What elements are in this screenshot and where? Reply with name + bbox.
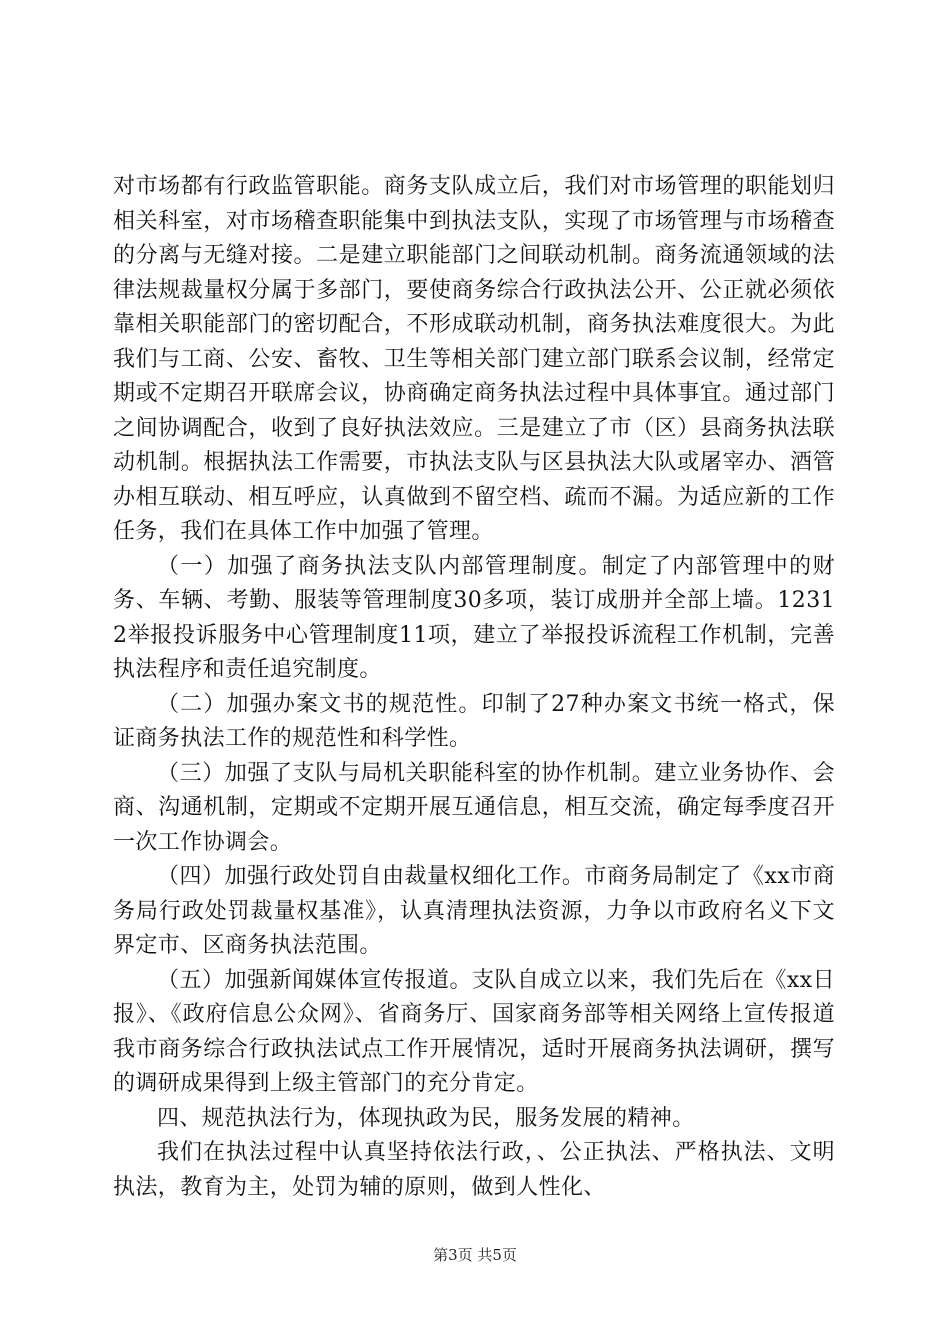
paragraph-continued: 对市场都有行政监管职能。商务支队成立后，我们对市场管理的职能划归相关科室，对市场稽查职能集中到执法支队，实现了市场管理与市场稽查的分离与无缝对接。二是建立职能部门之间联动机制。商务流通领域的法律法规裁量权分属于多部门，要使商务综合行政执法公开、公正就必须依靠相关职能部门的密切配合，不形成联动机制，商务执法难度很大。为此我们与工商、公安、畜牧、卫生等相关部门建立部门联系会议制，经常定期或不定期召开联席会议，协商确定商务执法过程中具体事宜。通过部门之间协调配合，收到了良好执法效应。三是建立了市（区）县商务执法联动机制。根据执法工作需要，市执法支队与区县执法大队或屠宰办、酒管办相互联动、相互呼应，认真做到不留空档、疏而不漏。为适应新的工作任务，我们在具体工作中加强了管理。 bbox=[113, 174, 835, 544]
paragraph-item-5: （五）加强新闻媒体宣传报道。支队自成立以来，我们先后在《xx日报》、《政府信息公众网》、省商务厅、国家商务部等相关网络上宣传报道我市商务综合行政执法试点工作开展情况，适时开展商务执法调研，撰写的调研成果得到上级主管部门的充分肯定。 bbox=[113, 967, 835, 1096]
paragraph-item-3: （三）加强了支队与局机关职能科室的协作机制。建立业务协作、会商、沟通机制，定期或不定期开展互通信息，相互交流，确定每季度召开一次工作协调会。 bbox=[113, 760, 835, 855]
document-body bbox=[113, 170, 835, 1205]
paragraph-item-1: （一）加强了商务执法支队内部管理制度。制定了内部管理中的财务、车辆、考勤、服装等管理制度30多项，装订成册并全部上墙。12312举报投诉服务中心管理制度11项，建立了举报投诉流程工作机制，完善执法程序和责任追究制度。 bbox=[113, 553, 835, 682]
section-heading: 四、规范执法行为，体现执政为民，服务发展的精神。 bbox=[157, 1105, 695, 1131]
paragraph-section-body: 我们在执法过程中认真坚持依法行政，、公正执法、严格执法、文明执法，教育为主，处罚为辅的原则，做到人性化、 bbox=[113, 1140, 835, 1200]
page-footer: 第3页 共5页 bbox=[433, 1246, 517, 1264]
paragraph-item-4: （四）加强行政处罚自由裁量权细化工作。市商务局制定了《xx市商务局行政处罚裁量权基准》，认真清理执法资源，力争以市政府名义下文界定市、区商务执法范围。 bbox=[113, 864, 835, 958]
paragraph-item-2: （二）加强办案文书的规范性。印制了27种办案文书统一格式，保证商务执法工作的规范性和科学性。 bbox=[113, 691, 835, 751]
